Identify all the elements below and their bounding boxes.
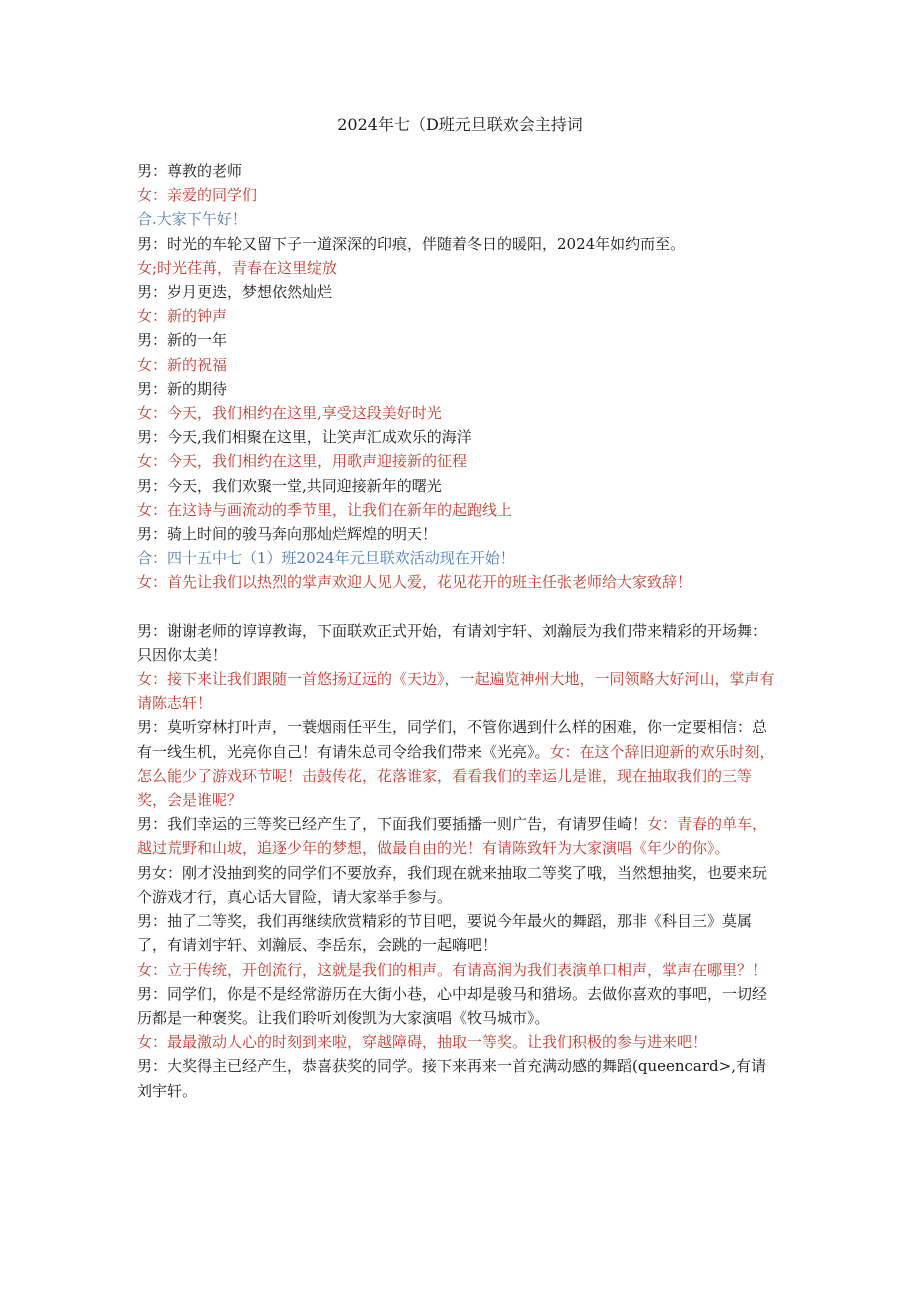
program-paragraphs — [137, 619, 777, 1103]
speaker-segment: 男：大奖得主已经产生，恭喜获奖的同学。接下来再来一首充满动感的舞蹈(queencard>,有请刘宇轩。 — [137, 1057, 766, 1100]
speaker-segment: 女：最最激动人心的时刻到来啦，穿越障碍，抽取一等奖。让我们积极的参与进来吧！ — [137, 1033, 708, 1052]
script-line: 女：新的祝福 — [137, 355, 228, 374]
speaker-segment: 男女：刚才没抽到奖的同学们不要放弃，我们现在就来抽取二等奖了哦，当然想抽奖，也要来玩个游戏才行，真心话大冒险，请大家举手参与。 — [137, 863, 768, 906]
speaker-segment: 男：莫听穿林打叶声，一蓑烟雨任平生，同学们，不管你遇到什么样的困难，你一定要相信：总有一线生机，光亮你自己！有请朱总司令给我们带来《光亮》。 — [137, 718, 768, 761]
script-line: 男：尊教的老师 — [137, 162, 243, 180]
script-paragraph — [137, 909, 777, 957]
script-paragraph — [137, 1054, 777, 1102]
script-line: 女;时光荏苒，青春在这里绽放 — [137, 258, 338, 277]
speaker-segment: 女：青春的单车，越过荒野和山坡，追逐少年的梦想，做最自由的光！有请陈致轩为大家演唱《年少的你》。 — [137, 815, 768, 858]
script-line: 男：新的期待 — [137, 379, 228, 398]
speaker-segment: 男：抽了二等奖，我们再继续欣赏精彩的节目吧，要说今年最火的舞蹈，那非《科目三》莫属了，有请刘宇轩、刘瀚辰、李岳东，会跳的一起嗨吧！ — [137, 912, 753, 955]
script-line: 合：四十五中七（1）班2024年元旦联欢活动现在开始！ — [137, 549, 515, 568]
page-title: 2024年七（D班元旦联欢会主持词 — [337, 115, 583, 134]
script-paragraph — [137, 667, 777, 715]
speaker-segment: 男：我们幸运的三等奖已经产生了，下面我们要插播一则广告，有请罗佳崎！ — [137, 815, 648, 834]
paragraph-gap — [137, 595, 777, 619]
script-body — [137, 159, 777, 1103]
speaker-segment: 女：接下来让我们跟随一首悠扬辽远的《天边》，一起遍览神州大地，一同领略大好河山，掌声有请陈志轩！ — [137, 670, 775, 713]
speaker-segment: 男：谢谢老师的谆谆教诲，下面联欢正式开始，有请刘宇轩、刘瀚辰为我们带来精彩的开场舞：只因你太美！ — [137, 621, 768, 664]
script-line: 女：首先让我们以热烈的掌声欢迎人见人爱，花见花开的班主任张老师给大家致辞！ — [137, 573, 693, 592]
script-line: 男：岁月更迭，梦想依然灿烂 — [137, 283, 333, 302]
script-line: 合.大家下午好！ — [137, 210, 247, 229]
script-line: 男：骑上时间的骏马奔向那灿烂辉煌的明天！ — [137, 525, 438, 544]
speaker-segment: 女：在这个辞旧迎新的欢乐时刻，怎么能少了游戏环节呢！击鼓传花，花落谁家，看看我们的幸运儿是谁，现在抽取我们的三等奖，会是谁呢？ — [137, 742, 775, 810]
script-line: 男：新的一年 — [137, 331, 228, 350]
script-paragraph — [137, 958, 777, 982]
script-line: 男：时光的车轮又留下子一道深深的印痕，伴随着冬日的暖阳，2024年如约而至。 — [137, 234, 686, 253]
script-line: 男：今天,我们相聚在这里，让笑声汇成欢乐的海洋 — [137, 428, 472, 447]
script-line: 女：在这诗与画流动的季节里，让我们在新年的起跑线上 — [137, 500, 513, 519]
speaker-segment: 男：同学们，你是不是经常游历在大街小巷，心中却是骏马和猎场。去做你喜欢的事吧，一切经历都是一种褒奖。让我们聆听刘俊凯为大家演唱《牧马城市》。 — [137, 984, 768, 1027]
speaker-segment: 女：立于传统，开创流行，这就是我们的相声。有请高润为我们表演单口相声，掌声在哪里？！ — [137, 960, 768, 979]
script-paragraph — [137, 812, 777, 860]
opening-lines — [137, 159, 777, 595]
script-paragraph — [137, 861, 777, 909]
script-line: 男：今天，我们欢聚一堂,共同迎接新年的曙光 — [137, 476, 442, 495]
script-paragraph — [137, 619, 777, 667]
script-paragraph — [137, 715, 777, 812]
script-line: 女：今天，我们相约在这里，用歌声迎接新的征程 — [137, 452, 468, 471]
script-line: 女：今天，我们相约在这里,享受这段美好时光 — [137, 404, 442, 423]
script-line: 女：亲爱的同学们 — [137, 186, 258, 205]
script-line: 女：新的钟声 — [137, 307, 228, 326]
script-paragraph — [137, 1030, 777, 1054]
script-paragraph — [137, 982, 777, 1030]
